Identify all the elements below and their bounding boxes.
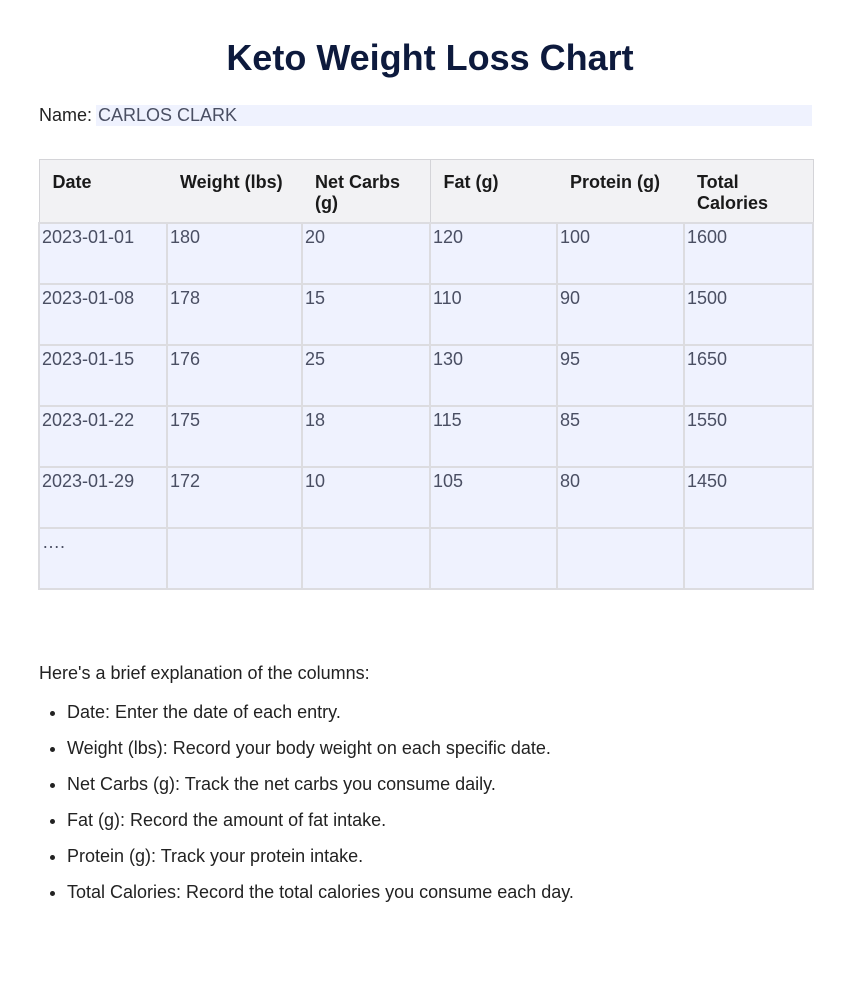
table-cell[interactable]: 110: [430, 284, 557, 345]
table-cell[interactable]: [430, 528, 557, 589]
table-cell[interactable]: 180: [167, 223, 302, 284]
table-cell[interactable]: 100: [557, 223, 684, 284]
table-row: [39, 528, 813, 589]
table-row: [39, 345, 813, 406]
table-cell[interactable]: 2023-01-22: [39, 406, 167, 467]
header-protein: Protein (g): [557, 160, 684, 224]
table-cell[interactable]: 1450: [684, 467, 813, 528]
table-cell[interactable]: [302, 528, 430, 589]
table-cell[interactable]: 172: [167, 467, 302, 528]
table-cell[interactable]: 115: [430, 406, 557, 467]
table-cell[interactable]: 2023-01-15: [39, 345, 167, 406]
list-item: • Total Calories: Record the total calories you consume each day.: [67, 880, 574, 916]
table-cell[interactable]: [167, 528, 302, 589]
table-cell[interactable]: 1500: [684, 284, 813, 345]
table-cell[interactable]: 25: [302, 345, 430, 406]
page-title: Keto Weight Loss Chart: [226, 37, 634, 78]
table-cell[interactable]: 85: [557, 406, 684, 467]
table-cell[interactable]: 130: [430, 345, 557, 406]
table-cell[interactable]: 178: [167, 284, 302, 345]
list-item: • Protein (g): Track your protein intake.: [67, 844, 574, 880]
table-cell[interactable]: [557, 528, 684, 589]
table-cell[interactable]: 90: [557, 284, 684, 345]
header-fat: Fat (g): [430, 160, 557, 224]
table-row: [39, 406, 813, 467]
table-cell[interactable]: 18: [302, 406, 430, 467]
explanation-list: [39, 700, 574, 916]
weight-log-table: [38, 159, 814, 590]
table-cell[interactable]: 80: [557, 467, 684, 528]
header-weight: Weight (lbs): [167, 160, 302, 224]
name-field[interactable]: CARLOS CLARK: [96, 105, 812, 126]
table-cell[interactable]: 1600: [684, 223, 813, 284]
header-net-carbs: Net Carbs (g): [302, 160, 430, 224]
table-cell[interactable]: 20: [302, 223, 430, 284]
name-label: Name:: [39, 104, 93, 125]
table-cell[interactable]: 1550: [684, 406, 813, 467]
table-cell[interactable]: 175: [167, 406, 302, 467]
table-cell[interactable]: 95: [557, 345, 684, 406]
list-item: • Date: Enter the date of each entry.: [67, 700, 574, 736]
header-total-calories: Total Calories: [684, 160, 813, 224]
header-date: Date: [39, 160, 167, 224]
table-cell[interactable]: 2023-01-08: [39, 284, 167, 345]
table-row: [39, 223, 813, 284]
table-cell[interactable]: ….: [39, 528, 167, 589]
list-item: • Net Carbs (g): Track the net carbs you consume daily.: [67, 772, 574, 808]
table-row: [39, 467, 813, 528]
table-cell[interactable]: 2023-01-29: [39, 467, 167, 528]
table-row: [39, 284, 813, 345]
table-cell[interactable]: [684, 528, 813, 589]
list-item: • Weight (lbs): Record your body weight on each specific date.: [67, 736, 574, 772]
table-cell[interactable]: 15: [302, 284, 430, 345]
table-cell[interactable]: 2023-01-01: [39, 223, 167, 284]
table-cell[interactable]: 10: [302, 467, 430, 528]
table-cell[interactable]: 105: [430, 467, 557, 528]
table-cell[interactable]: 120: [430, 223, 557, 284]
table-header-row: [39, 160, 813, 224]
explanation-intro: Here's a brief explanation of the columns:: [39, 663, 370, 683]
list-item: • Fat (g): Record the amount of fat intake.: [67, 808, 574, 844]
name-row: [39, 104, 812, 126]
table-cell[interactable]: 1650: [684, 345, 813, 406]
table-cell[interactable]: 176: [167, 345, 302, 406]
